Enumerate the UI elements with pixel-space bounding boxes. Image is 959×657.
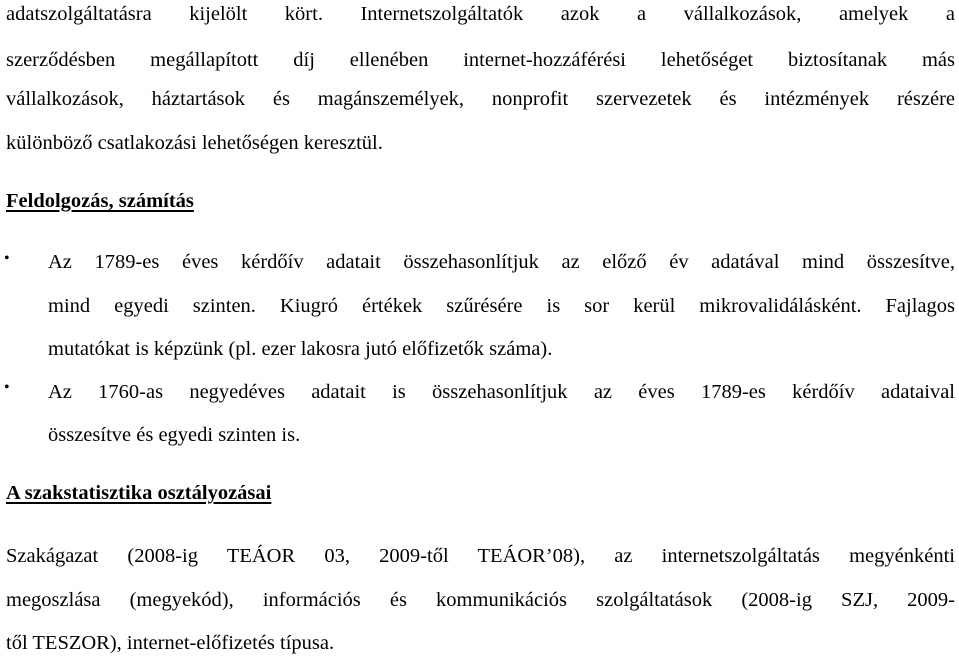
bullet-1-line-2: mind egyedi szinten. Kiugró értékek szűrésére is sor kerül mikrovalidálásként. Fajlagos	[48, 295, 955, 317]
intro-line-3: vállalkozások, háztartások és magánszemélyek, nonprofit szervezetek és intézmények részére	[6, 88, 955, 110]
bullet-1-line-1: Az 1789-es éves kérdőív adatait összehasonlítjuk az előző év adatával mind összesítve,	[48, 251, 955, 273]
bullet-1-line-3: mutatókat is képzünk (pl. ezer lakosra jutó előfizetők száma).	[48, 338, 553, 360]
classification-line-2: megoszlása (megyekód), információs és kommunikációs szolgáltatások (2008-ig SZJ, 2009-	[6, 589, 955, 611]
intro-line-4: különböző csatlakozási lehetőségen keresztül.	[6, 132, 383, 154]
bullet-marker: •	[4, 379, 10, 396]
bullet-marker: •	[4, 250, 10, 267]
intro-line-2: szerződésben megállapított díj ellenében internet-hozzáférési lehetőséget biztosítanak más	[6, 49, 955, 71]
section-heading-processing: Feldolgozás, számítás	[6, 190, 194, 212]
intro-line-1: adatszolgáltatásra kijelölt kört. Internetszolgáltatók azok a vállalkozások, amelyek a	[6, 3, 955, 25]
classification-line-1: Szakágazat (2008-ig TEÁOR 03, 2009-től TEÁOR’08), az internetszolgáltatás megyénkénti	[6, 545, 955, 567]
classification-line-3: től TESZOR), internet-előfizetés típusa.	[6, 632, 335, 654]
bullet-2-line-1: Az 1760-as negyedéves adatait is összehasonlítjuk az éves 1789-es kérdőív adataival	[48, 381, 955, 403]
section-heading-classifications: A szakstatisztika osztályozásai	[6, 482, 272, 504]
bullet-2-line-2: összesítve és egyedi szinten is.	[48, 424, 301, 446]
